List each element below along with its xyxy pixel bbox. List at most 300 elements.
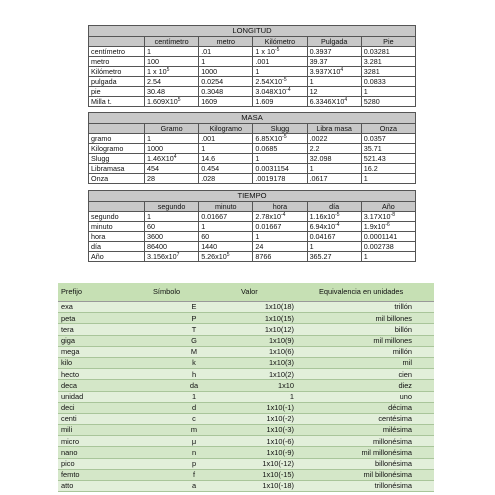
table-row <box>89 144 416 154</box>
cell-value: centímetro <box>91 46 125 56</box>
row-label <box>89 222 145 232</box>
cell-value: .0022 <box>309 133 328 143</box>
table-cell <box>361 77 415 87</box>
cell-value: 32.098 <box>309 153 332 163</box>
masa-table <box>88 112 416 184</box>
cell-value: Onza <box>91 173 109 183</box>
cell-value: .001 <box>201 133 216 143</box>
table-cell <box>253 222 307 232</box>
cell-value: pulgada <box>91 76 117 86</box>
exponent: 5 <box>226 251 230 258</box>
table-cell: pico <box>58 458 150 469</box>
table-cell <box>253 212 307 222</box>
table-cell <box>361 154 415 164</box>
table-cell <box>361 164 415 174</box>
cell-value: .001 <box>255 56 270 66</box>
cell-value: 1.609X10 <box>147 96 178 106</box>
row-label <box>89 77 145 87</box>
table-cell: diez <box>316 380 434 391</box>
table-cell <box>199 57 253 67</box>
table-cell <box>361 144 415 154</box>
prefijos-table <box>58 283 434 492</box>
longitud-title: LONGITUD <box>89 26 416 37</box>
table-cell <box>253 134 307 144</box>
table-cell: 1x10(-1) <box>238 402 316 413</box>
table-cell <box>307 144 361 154</box>
column-header: minuto <box>199 202 253 212</box>
cell-value: 1 x 10 <box>255 46 275 56</box>
cell-value: 3600 <box>147 231 163 241</box>
exponent: 4 <box>173 153 177 160</box>
table-cell <box>361 67 415 77</box>
table-cell: femto <box>58 469 150 480</box>
table-row <box>58 369 434 380</box>
cell-value: 60 <box>201 231 210 241</box>
table-cell <box>145 212 199 222</box>
cell-value: minuto <box>91 221 113 231</box>
cell-value: 6.94x10 <box>309 221 336 231</box>
row-label <box>89 174 145 184</box>
table-cell <box>199 87 253 97</box>
cell-value: 0.3937 <box>309 46 332 56</box>
table-cell: centi <box>58 413 150 424</box>
table-row <box>58 357 434 368</box>
table-cell <box>145 222 199 232</box>
cell-value: 0.0833 <box>363 76 386 86</box>
prefijos-header-row <box>58 283 434 302</box>
table-cell: f <box>150 469 238 480</box>
column-header: centímetro <box>145 37 199 47</box>
table-cell: cien <box>316 369 434 380</box>
table-cell: millón <box>316 346 434 357</box>
table-cell: exa <box>58 302 150 313</box>
cell-value: 1.609 <box>255 96 274 106</box>
table-cell <box>199 97 253 107</box>
cell-value: .028 <box>201 173 216 183</box>
cell-value: Libramasa <box>91 163 125 173</box>
cell-value: 3.156x10 <box>147 251 177 261</box>
cell-value: 1 <box>309 241 314 251</box>
table-cell <box>199 47 253 57</box>
longitud-header-row <box>89 37 416 47</box>
table-cell: mil millonésima <box>316 447 434 458</box>
column-header: Pulgada <box>307 37 361 47</box>
table-cell <box>253 144 307 154</box>
cell-value: Slugg <box>91 153 110 163</box>
table-cell <box>199 212 253 222</box>
table-cell <box>145 144 199 154</box>
table-cell <box>361 87 415 97</box>
table-cell <box>253 252 307 262</box>
exponent: 5 <box>166 66 170 73</box>
cell-value: hora <box>91 231 106 241</box>
table-cell <box>145 97 199 107</box>
tiempo-title: TIEMPO <box>89 191 416 202</box>
table-row <box>89 97 416 107</box>
cell-value: 1 <box>201 56 206 66</box>
table-cell: T <box>150 324 238 335</box>
table-row <box>89 212 416 222</box>
table-row <box>89 242 416 252</box>
table-cell <box>145 87 199 97</box>
cell-value: 5280 <box>363 96 380 106</box>
table-cell <box>145 57 199 67</box>
exponent: -4 <box>335 221 340 228</box>
cell-value: 0.0001141 <box>363 231 398 241</box>
table-row <box>58 413 434 424</box>
table-cell <box>145 77 199 87</box>
table-cell: 1x10(-3) <box>238 425 316 436</box>
cell-value: 39.37 <box>309 56 328 66</box>
column-header: Equivalencia en unidades <box>316 283 434 302</box>
table-cell <box>307 212 361 222</box>
cell-value: 0.0685 <box>255 143 278 153</box>
row-label <box>89 164 145 174</box>
exponent: -4 <box>280 211 286 218</box>
tiempo-header-row <box>89 202 416 212</box>
cell-value: 521.43 <box>363 153 386 163</box>
table-cell: G <box>150 335 238 346</box>
exponent: -6 <box>385 221 390 228</box>
table-cell: m <box>150 425 238 436</box>
table-cell <box>307 134 361 144</box>
column-header <box>89 37 145 47</box>
column-header <box>89 202 145 212</box>
table-row <box>58 302 434 313</box>
table-row <box>89 77 416 87</box>
table-cell: 1x10(-6) <box>238 436 316 447</box>
cell-value: 454 <box>147 163 159 173</box>
table-row <box>89 87 416 97</box>
cell-value: 1 <box>201 221 206 231</box>
cell-value: 2.54X10 <box>255 76 283 86</box>
cell-value: 0.3048 <box>201 86 224 96</box>
table-cell <box>307 57 361 67</box>
cell-value: 1.9x10 <box>363 221 386 231</box>
table-cell <box>307 242 361 252</box>
table-cell <box>145 174 199 184</box>
row-label <box>89 212 145 222</box>
table-row <box>89 154 416 164</box>
table-cell: 1 <box>150 391 238 402</box>
table-cell: 1x10(2) <box>238 369 316 380</box>
table-cell: kilo <box>58 357 150 368</box>
table-cell <box>145 67 199 77</box>
cell-value: Kilogramo <box>91 143 124 153</box>
cell-value: 8766 <box>255 251 272 261</box>
table-cell: hecto <box>58 369 150 380</box>
table-cell <box>307 174 361 184</box>
cell-value: 0.04167 <box>309 231 336 241</box>
column-header: día <box>307 202 361 212</box>
table-cell <box>361 174 415 184</box>
column-header: Valor <box>238 283 316 302</box>
row-label <box>89 47 145 57</box>
table-cell <box>253 174 307 184</box>
table-cell: 1 <box>238 391 316 402</box>
table-cell: a <box>150 481 238 492</box>
table-cell <box>199 242 253 252</box>
cell-value: 0.0357 <box>363 133 386 143</box>
table-cell <box>307 47 361 57</box>
cell-value: 12 <box>309 86 318 96</box>
table-cell <box>361 212 415 222</box>
table-cell <box>145 252 199 262</box>
table-cell <box>199 154 253 164</box>
table-cell <box>253 154 307 164</box>
cell-value: 1.16x10 <box>309 211 336 221</box>
table-cell <box>253 164 307 174</box>
column-header: Onza <box>361 124 415 134</box>
table-cell: trillonésima <box>316 481 434 492</box>
table-row <box>58 469 434 480</box>
exponent: -4 <box>286 86 291 93</box>
table-cell: trillón <box>316 302 434 313</box>
cell-value: 3281 <box>363 66 380 76</box>
table-cell <box>145 134 199 144</box>
table-cell <box>253 57 307 67</box>
table-row <box>89 222 416 232</box>
table-cell <box>307 154 361 164</box>
cell-value: 1 <box>147 211 151 221</box>
table-cell <box>307 77 361 87</box>
cell-value: 0.0254 <box>201 76 224 86</box>
cell-value: 1 <box>309 76 314 86</box>
cell-value: 1609 <box>201 96 218 106</box>
table-row <box>58 346 434 357</box>
cell-value: 24 <box>255 241 264 251</box>
cell-value: pie <box>91 86 101 96</box>
table-row <box>89 252 416 262</box>
cell-value: 1000 <box>147 143 163 153</box>
table-cell <box>361 57 415 67</box>
table-cell <box>307 67 361 77</box>
table-cell: μ <box>150 436 238 447</box>
cell-value: 0.01667 <box>201 211 228 221</box>
cell-value: 1000 <box>201 66 218 76</box>
table-row <box>58 481 434 492</box>
table-cell: mili <box>58 425 150 436</box>
cell-value: 2.2 <box>309 143 320 153</box>
table-cell <box>145 47 199 57</box>
table-cell: mil <box>316 357 434 368</box>
row-label <box>89 97 145 107</box>
table-cell <box>253 87 307 97</box>
table-cell <box>307 164 361 174</box>
table-cell <box>307 232 361 242</box>
row-label <box>89 154 145 164</box>
table-cell <box>199 252 253 262</box>
column-header: Kilómetro <box>253 37 307 47</box>
table-cell <box>253 97 307 107</box>
table-row <box>58 425 434 436</box>
table-cell: 1x10(3) <box>238 357 316 368</box>
table-cell: mil billonésima <box>316 469 434 480</box>
cell-value: 60 <box>147 221 155 231</box>
table-cell <box>253 77 307 87</box>
table-cell: 1x10(9) <box>238 335 316 346</box>
cell-value: 6.85X10 <box>255 133 283 143</box>
table-cell: mega <box>58 346 150 357</box>
cell-value: Kilómetro <box>91 66 122 76</box>
cell-value: .01 <box>201 46 212 56</box>
table-cell: 1x10(6) <box>238 346 316 357</box>
row-label <box>89 252 145 262</box>
table-cell: 1x10(15) <box>238 313 316 324</box>
cell-value: 1 <box>255 231 260 241</box>
column-header: metro <box>199 37 253 47</box>
cell-value: Milla t. <box>91 96 112 106</box>
column-header: segundo <box>145 202 199 212</box>
cell-value: 2.78x10 <box>255 211 281 221</box>
table-row <box>89 232 416 242</box>
table-cell <box>361 222 415 232</box>
cell-value: 100 <box>147 56 159 66</box>
cell-value: 2.54 <box>147 76 161 86</box>
exponent: 4 <box>344 96 348 103</box>
cell-value: 1 <box>147 46 151 56</box>
table-cell <box>145 242 199 252</box>
table-row <box>89 174 416 184</box>
cell-value: 3.937X10 <box>309 66 341 76</box>
row-label <box>89 144 145 154</box>
table-cell: micro <box>58 436 150 447</box>
cell-value: 5.26x10 <box>201 251 227 261</box>
cell-value: día <box>91 241 101 251</box>
table-cell: 1x10(-12) <box>238 458 316 469</box>
exponent: 4 <box>340 66 344 73</box>
table-cell: 1x10(-18) <box>238 481 316 492</box>
cell-value: .0019178 <box>255 173 286 183</box>
column-header: Pie <box>361 37 415 47</box>
column-header: Slugg <box>253 124 307 134</box>
table-cell: k <box>150 357 238 368</box>
table-cell: atto <box>58 481 150 492</box>
table-cell <box>145 164 199 174</box>
cell-value: 0.0031154 <box>255 163 289 173</box>
table-cell <box>145 154 199 164</box>
cell-value: 0.454 <box>201 163 220 173</box>
column-header: Kilogramo <box>199 124 253 134</box>
cell-value: 1 x 10 <box>147 66 167 76</box>
cell-value: 1 <box>363 173 368 183</box>
table-cell <box>361 134 415 144</box>
table-cell: millonésima <box>316 436 434 447</box>
table-cell: 1x10(-2) <box>238 413 316 424</box>
table-row <box>58 447 434 458</box>
table-cell: deci <box>58 402 150 413</box>
column-header <box>89 124 145 134</box>
table-cell <box>199 174 253 184</box>
table-cell: billonésima <box>316 458 434 469</box>
column-header: Gramo <box>145 124 199 134</box>
table-cell: d <box>150 402 238 413</box>
table-cell: 1x10(-15) <box>238 469 316 480</box>
table-row <box>89 164 416 174</box>
table-cell: giga <box>58 335 150 346</box>
table-cell: centésima <box>316 413 434 424</box>
table-cell: h <box>150 369 238 380</box>
table-cell <box>199 164 253 174</box>
table-cell <box>361 97 415 107</box>
table-cell <box>361 47 415 57</box>
exponent: 7 <box>176 251 180 258</box>
table-cell <box>361 252 415 262</box>
masa-title-row <box>89 113 416 124</box>
table-cell <box>307 222 361 232</box>
row-label <box>89 134 145 144</box>
cell-value: 3.048X10 <box>255 86 287 96</box>
table-cell <box>199 232 253 242</box>
table-cell: milésima <box>316 425 434 436</box>
table-cell <box>307 252 361 262</box>
cell-value: 3.17X10 <box>363 211 391 221</box>
table-cell <box>253 232 307 242</box>
cell-value: 1440 <box>201 241 218 251</box>
cell-value: .0617 <box>309 173 328 183</box>
cell-value: 14.6 <box>201 153 216 163</box>
table-cell: mil millones <box>316 335 434 346</box>
table-row <box>89 47 416 57</box>
table-row <box>58 335 434 346</box>
cell-value: Año <box>91 251 104 261</box>
table-cell: tera <box>58 324 150 335</box>
cell-value: 1 <box>147 133 151 143</box>
table-cell: nano <box>58 447 150 458</box>
table-cell: peta <box>58 313 150 324</box>
tiempo-table <box>88 190 416 262</box>
table-cell <box>199 134 253 144</box>
table-cell: deca <box>58 380 150 391</box>
table-cell: M <box>150 346 238 357</box>
masa-header-row <box>89 124 416 134</box>
cell-value: 0.03281 <box>363 46 390 56</box>
cell-value: 30.48 <box>147 86 165 96</box>
row-label <box>89 87 145 97</box>
row-label <box>89 57 145 67</box>
table-cell: 1x10(12) <box>238 324 316 335</box>
cell-value: 28 <box>147 173 155 183</box>
column-header: Libra masa <box>307 124 361 134</box>
cell-value: 3.281 <box>363 56 382 66</box>
table-cell <box>253 242 307 252</box>
longitud-table <box>88 25 416 107</box>
column-header: Prefijo <box>58 283 150 302</box>
table-cell: billón <box>316 324 434 335</box>
row-label <box>89 232 145 242</box>
row-label <box>89 242 145 252</box>
cell-value: 1.46X10 <box>147 153 174 163</box>
masa-title: MASA <box>89 113 416 124</box>
exponent: -5 <box>335 211 340 218</box>
table-cell: uno <box>316 391 434 402</box>
table-cell: da <box>150 380 238 391</box>
exponent: -5 <box>282 133 287 140</box>
table-cell <box>199 77 253 87</box>
column-header: Símbolo <box>150 283 238 302</box>
table-cell <box>307 97 361 107</box>
column-header: Año <box>361 202 415 212</box>
cell-value: 1 <box>255 66 260 76</box>
table-row <box>89 57 416 67</box>
cell-value: gramo <box>91 133 112 143</box>
cell-value: 365.27 <box>309 251 332 261</box>
table-row <box>58 324 434 335</box>
table-cell <box>199 144 253 154</box>
cell-value: 1 <box>363 251 368 261</box>
cell-value: 86400 <box>147 241 167 251</box>
table-cell: mil billones <box>316 313 434 324</box>
